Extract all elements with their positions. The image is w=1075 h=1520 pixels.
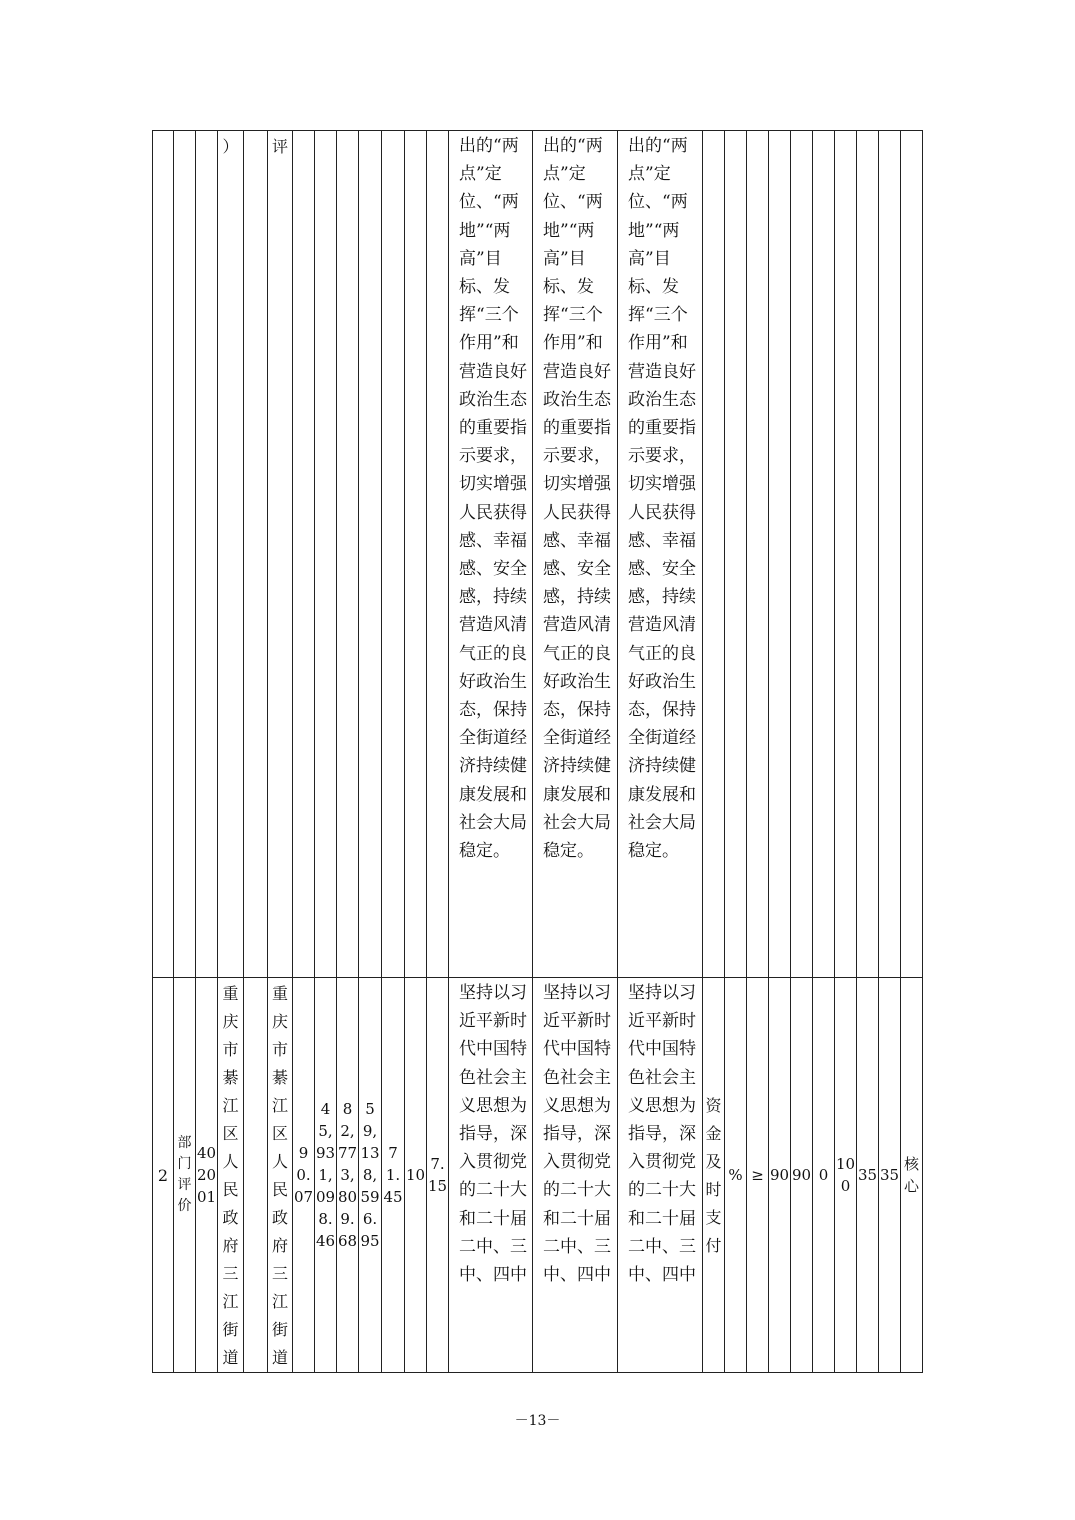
page-number: －13－ (514, 1413, 561, 1429)
cell-type: 部门评价 (174, 978, 196, 1373)
performance-table (152, 130, 923, 1373)
cell-v2: 90 (791, 978, 813, 1373)
cell-kind: 核心 (901, 978, 923, 1373)
cell-ping: 评 (268, 131, 293, 978)
cell-seq: 2 (153, 978, 174, 1373)
cell-n5: 71.45 (382, 978, 405, 1373)
cell-n1: 90.07 (293, 978, 315, 1373)
table-row-continued (153, 131, 923, 978)
cell-paren: ） (218, 131, 244, 978)
cell-v6: 35 (879, 978, 901, 1373)
cell-v3: 0 (813, 978, 835, 1373)
cell-v5: 35 (857, 978, 879, 1373)
target-text-cell: 坚持以习近平新时代中国特色社会主义思想为指导，深入贯彻党的二十大和二十届二中、三中、四中 (618, 978, 703, 1373)
cell-n3: 82,773,809.68 (337, 978, 359, 1373)
cell-n7: 7.15 (427, 978, 449, 1373)
target-text-cell: 出的“两点”定位、“两地”“两高”目标、发挥“三个作用”和营造良好政治生态的重要指示要求，切实增强人民获得感、幸福感、安全感，持续营造风清气正的良好政治生态，保持全街道经济持续健康发展和社会大局稳定。 (449, 131, 533, 978)
cell-unit-2: 重庆市綦江区人民政府三江街道 (268, 978, 293, 1373)
cell-n2: 45,931,098.46 (315, 978, 337, 1373)
table-row-2 (153, 978, 923, 1373)
cell-unit: 重庆市綦江区人民政府三江街道 (218, 978, 244, 1373)
cell-operator: ≥ (747, 978, 769, 1373)
cell-v1: 90 (769, 978, 791, 1373)
cell-code: 402001 (196, 978, 218, 1373)
cell-n6: 10 (405, 978, 427, 1373)
target-text-cell: 出的“两点”定位、“两地”“两高”目标、发挥“三个作用”和营造良好政治生态的重要指示要求，切实增强人民获得感、幸福感、安全感，持续营造风清气正的良好政治生态，保持全街道经济持续健康发展和社会大局稳定。 (618, 131, 703, 978)
target-text-cell: 坚持以习近平新时代中国特色社会主义思想为指导，深入贯彻党的二十大和二十届二中、三中、四中 (449, 978, 533, 1373)
cell-indicator: 资金及时支付 (703, 978, 725, 1373)
target-text-cell: 出的“两点”定位、“两地”“两高”目标、发挥“三个作用”和营造良好政治生态的重要指示要求，切实增强人民获得感、幸福感、安全感，持续营造风清气正的良好政治生态，保持全街道经济持续健康发展和社会大局稳定。 (533, 131, 618, 978)
cell-unit-symbol: % (725, 978, 747, 1373)
cell-v4: 100 (835, 978, 857, 1373)
target-text-cell: 坚持以习近平新时代中国特色社会主义思想为指导，深入贯彻党的二十大和二十届二中、三中、四中 (533, 978, 618, 1373)
cell-n4: 59,138,596.95 (359, 978, 382, 1373)
